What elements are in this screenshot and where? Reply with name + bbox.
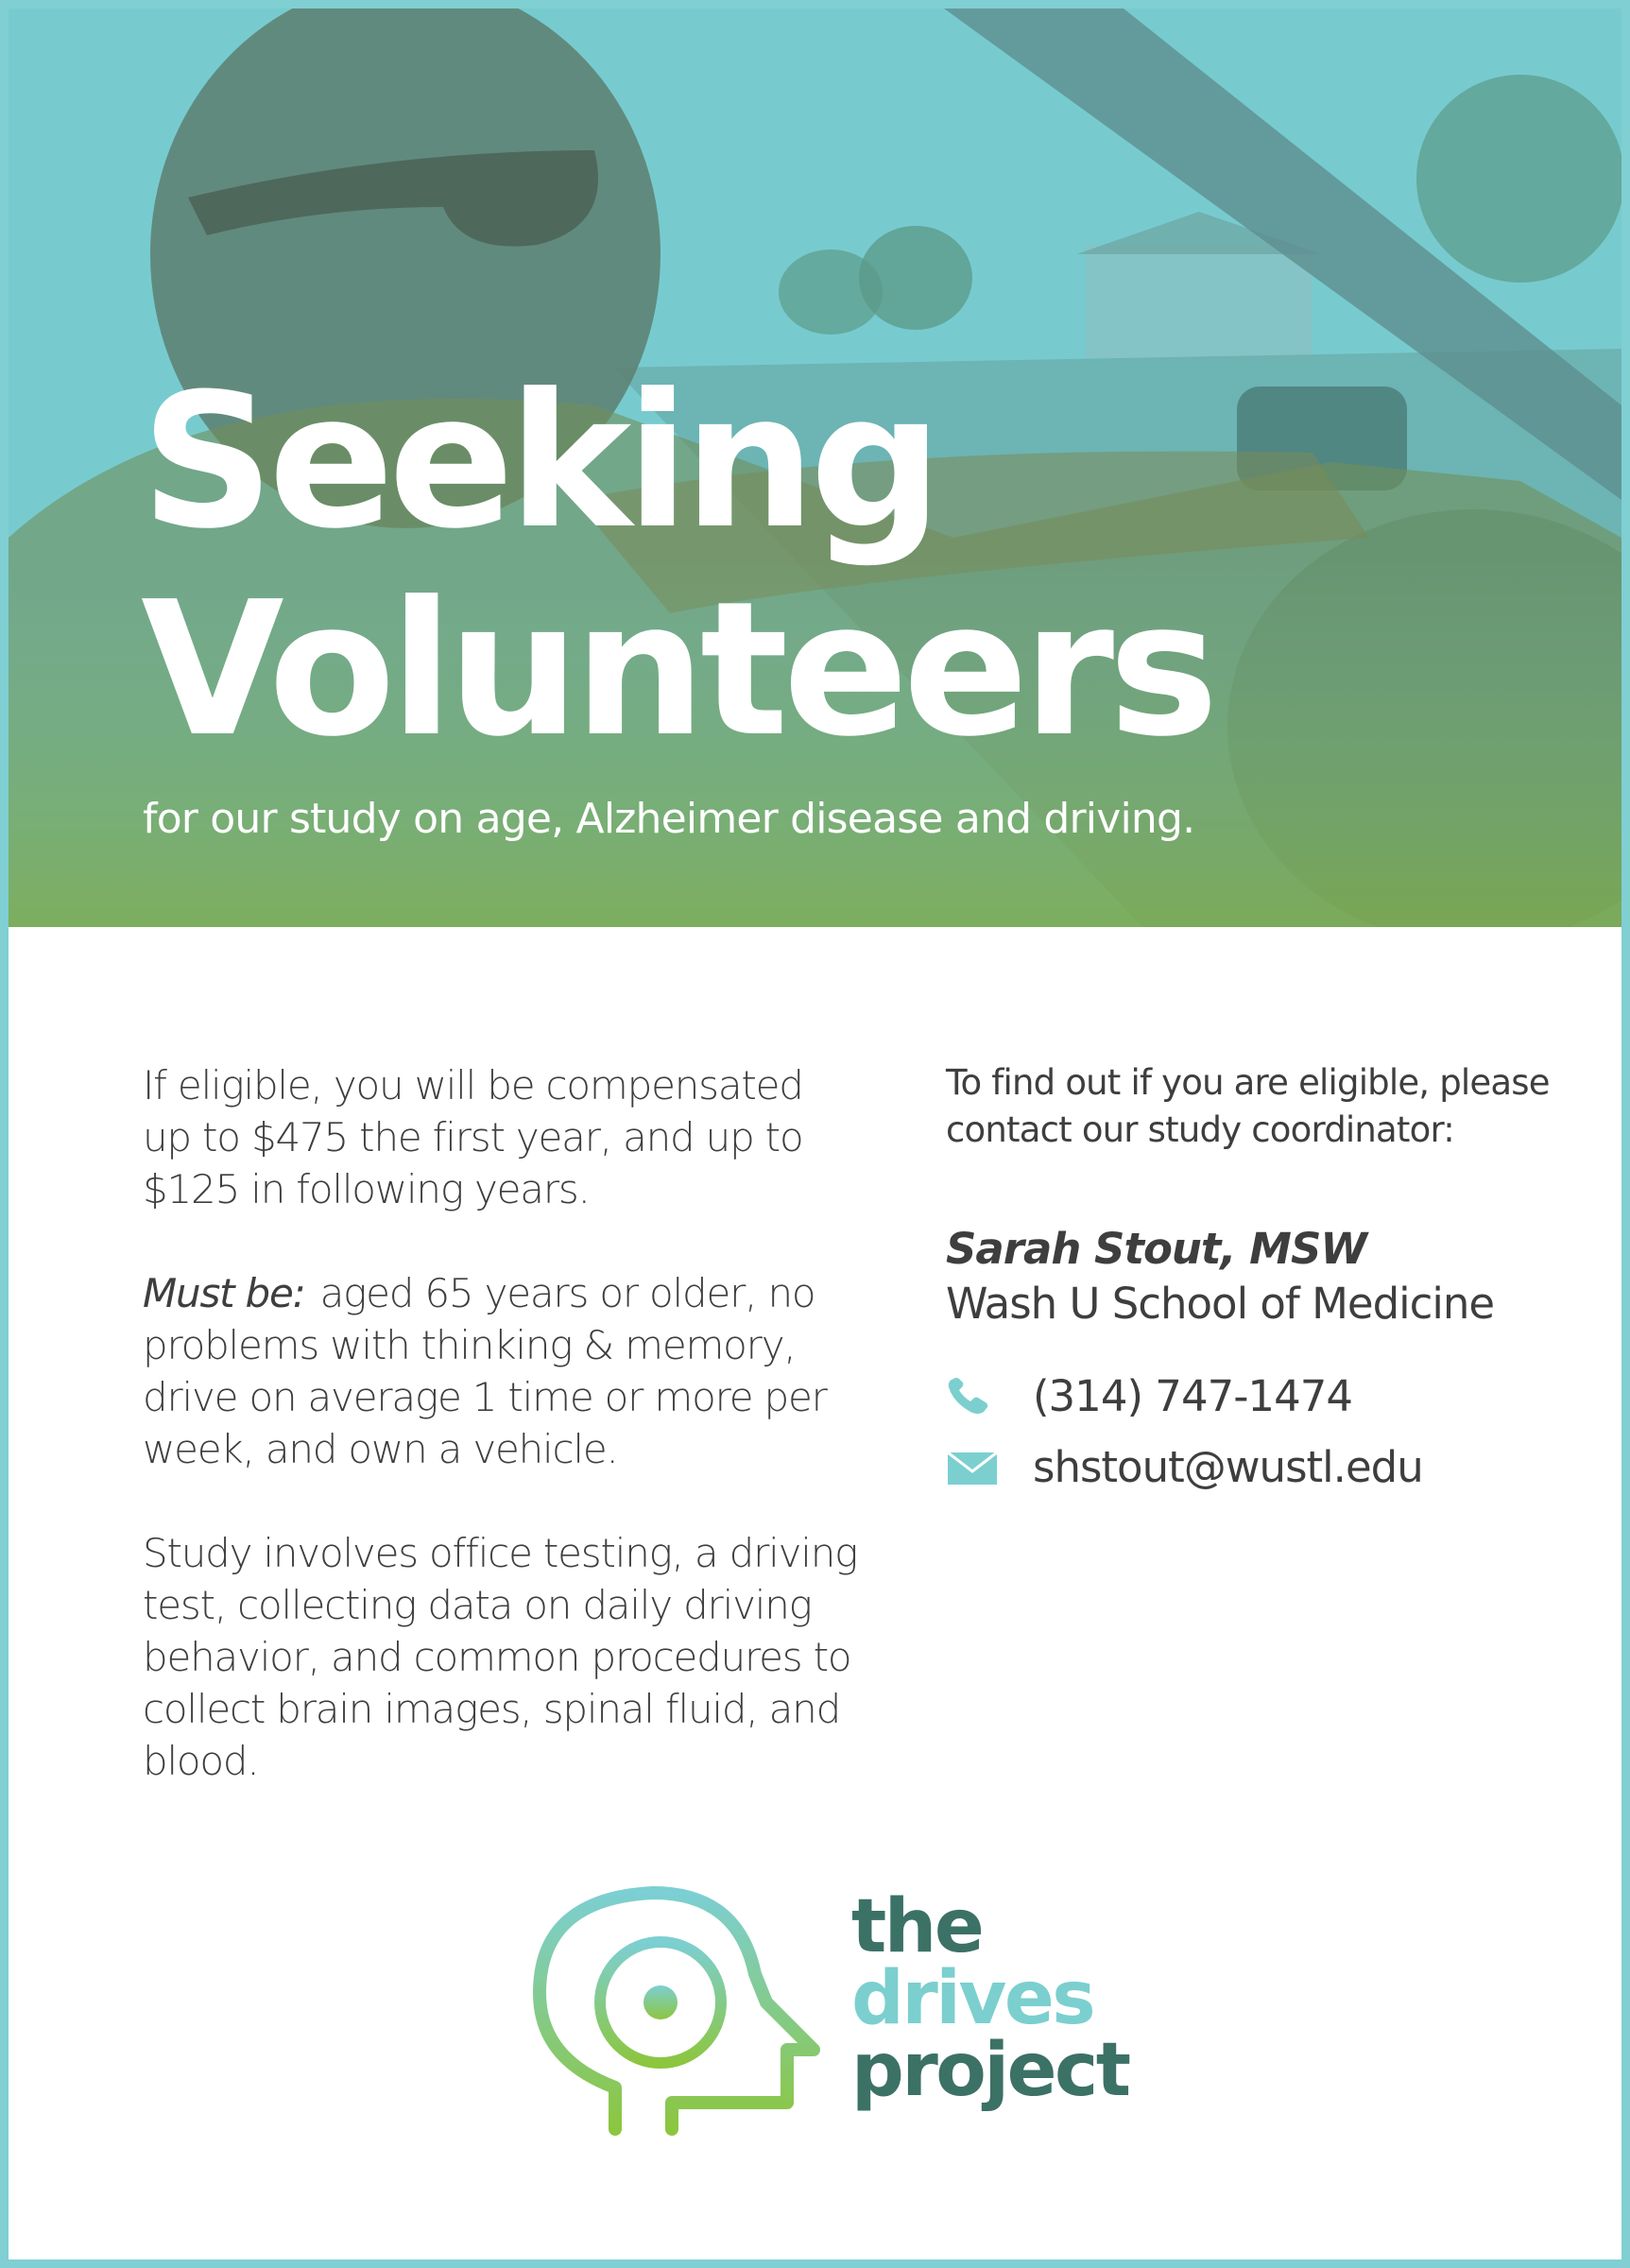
contact-intro: To find out if you are eligible, please contact our study coordinator:: [946, 1062, 1550, 1150]
logo-wordmark: [851, 1884, 1129, 2113]
hero-subtitle: for our study on age, Alzheimer disease and driving.: [143, 795, 1195, 843]
compensation-text: If eligible, you will be compensated up to $475 the first year, and up to $125 in following years.: [143, 1062, 803, 1212]
must-be-text: aged 65 years or older, no problems with thinking & memory, drive on average 1 time or more per week, and own a vehicle.: [143, 1270, 827, 1472]
drives-project-logo: [530, 1880, 1135, 2144]
logo-word-project: project: [851, 2028, 1129, 2113]
study-involves-text: Study involves office testing, a driving test, collecting data on daily driving behavior, and common procedures to collect brain images, spinal fluid, and blood.: [143, 1530, 858, 1784]
study-details: [143, 1059, 861, 1839]
phone-icon: [946, 1376, 999, 1418]
head-steering-wheel-icon: [530, 1880, 832, 2144]
contact-name: Sarah Stout, MSW: [946, 1224, 1367, 1274]
hero-title: [141, 354, 1213, 778]
logo-word-the: the: [851, 1884, 983, 1969]
hero-title-line-2: Volunteers: [141, 562, 1213, 778]
contact-organization: Wash U School of Medicine: [946, 1279, 1495, 1329]
email-address[interactable]: shstout@wustl.edu: [1033, 1442, 1423, 1492]
logo-word-drives: drives: [851, 1956, 1094, 2041]
hero-banner: [9, 9, 1621, 927]
phone-row[interactable]: [946, 1369, 1551, 1424]
envelope-icon: [946, 1447, 999, 1488]
email-row[interactable]: [946, 1440, 1551, 1495]
contact-section: [946, 1059, 1551, 1495]
must-be-label: Must be:: [143, 1270, 305, 1316]
phone-number[interactable]: (314) 747-1474: [1033, 1371, 1352, 1421]
eligibility-text: [143, 1267, 861, 1475]
hero-title-line-1: Seeking: [141, 354, 937, 570]
